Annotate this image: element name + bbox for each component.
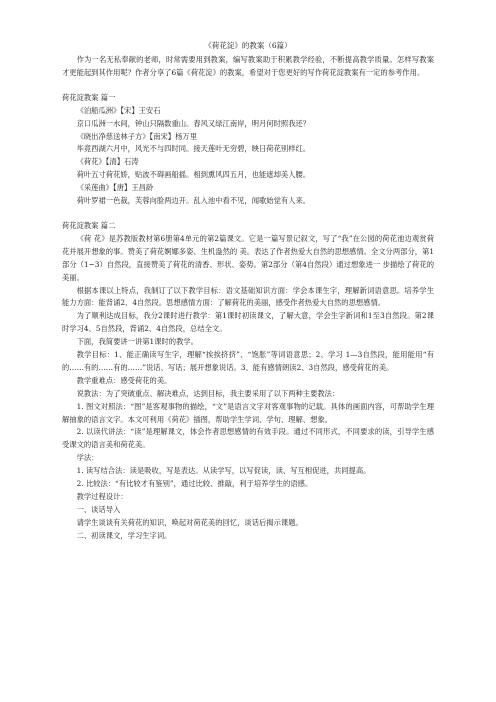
poem-text: 荷叶五寸荷花娇，贴波不碍画船摇。相到熏风四五月，也能遮却美人腰。 (76, 170, 311, 180)
poem-title: 《泊船瓜洲》【宋】王安石 (76, 105, 161, 115)
body-paragraph: 为了顺利达成目标，我分2课时进行教学：第1课时初读课文，了解大意，学会生字新词和1至3自然段。第2课时学习4、5自然段，背诵2、4自然段，总结全文。 (62, 311, 434, 334)
body-paragraph: 教学目标：1、能正确读写生字，理解“挨挨挤挤”、“饱胀”等词语意思；2、学习 1—3自然段，能用能用“有的……有的……有的……”说话、写话；展开想象说话。3、能有感情朗读2、3自然段，感受荷花的美。 (62, 350, 434, 372)
poem-title: 《采莲曲》【唐】王昌龄 (76, 183, 154, 193)
body-paragraph: 下面，我简要讲一讲第1课时的教学。 (76, 337, 198, 347)
body-paragraph: 请学生谈谈有关荷花的知识，唤起对荷花美的回忆，谈话后揭示课题。 (76, 517, 303, 527)
body-paragraph: 说教法：为了突破重点、解决难点，达到目标，我主要采用了以下两种主要教法： (76, 388, 340, 398)
poem-title: 《晓出净慈送林子方》【南宋】杨万里 (76, 131, 197, 141)
body-paragraph: 学法： (76, 453, 99, 463)
spacer (62, 208, 434, 220)
body-paragraph: 二、初读课文，学习生字词。 (76, 530, 172, 540)
body-paragraph: 1. 图文对照法：“图”是客观事物的描绘，“文”是语言文字对客观事物的记载。具体的画面内容，可帮助学生理解抽象的语言文字。本文可利用《荷花》插图，帮助学生学词、学句、理解、想象。 (62, 401, 434, 424)
poem-title: 《荷花》【清】石涛 (76, 157, 139, 167)
intro-paragraph: 作为一名无私奉献的老师，时常需要用到教案，编写教案助于积累教学经验，不断提高教学质量。怎样写教案才更能起到其作用呢？作者分享了6篇《荷花淀》的教案，希望对于您更好的写作荷花淀教案有一定的参考作用。 (62, 55, 434, 77)
spacer (62, 80, 434, 92)
document-title: 《荷花淀》的教案（6篇） (204, 41, 292, 50)
section-heading-1: 荷花淀教案 篇一 (62, 92, 116, 102)
body-paragraph: 教学重难点：感受荷花的美。 (76, 375, 172, 385)
body-paragraph: 2. 比较法：“有比较才有鉴别”，通过比较、推敲，利于培养学生的语感。 (76, 479, 313, 489)
poem-text: 荷叶罗裙一色裁，芙蓉向脸两边开。乱入池中看不见，闻歌始觉有人来。 (76, 196, 311, 206)
body-paragraph: 1. 读写结合法：读是吸收，写是表达。从读学写，以写促读，读、写互相促进，共同提高。 (76, 466, 371, 476)
body-paragraph: 一、谈话导入 (76, 504, 121, 514)
body-paragraph: 《荷 花》是苏教版教材第6册第4单元的第2篇课文。它是一篇写景记叙文，写了“我”在公园的荷花池边观赏荷花并展开想象的事。赞美了荷花婀娜多姿、生机盎然的 美。表达了作者热爱大自然的思想感情。全文分两部分，第1部分（1~3）自然段，直接赞美了荷花的清香、形状、姿势。第2部分（第4自然段）通过想象进一 步描绘了荷花的美丽。 (62, 233, 434, 282)
body-paragraph: 根据本课以上特点，我制订了以下教学目标：语文基础知识方面：学会本课生字，理解新词语意思。培养学生能力方面：能背诵2、4自然段。思想感情方面：了解荷花的美丽，感受作者热爱大自然的思想感情。 (62, 285, 434, 308)
section-heading-2: 荷花淀教案 篇二 (62, 220, 116, 230)
body-paragraph: 教学过程设计： (76, 492, 128, 501)
body-paragraph: 2. 以读代讲法：“读”是理解课文，体会作者思想感情的有效手段。通过不同形式，不同要求的读，引导学生感受课文的语言美和荷花美。 (62, 427, 434, 450)
poem-text: 京口瓜洲一水间，钟山只隔数重山。春风又绿江南岸，明月何时照我还？ (76, 118, 311, 128)
poem-text: 毕竟西湖六月中，风光不与四时同。接天莲叶无穷碧，映日荷花别样红。 (76, 144, 311, 154)
